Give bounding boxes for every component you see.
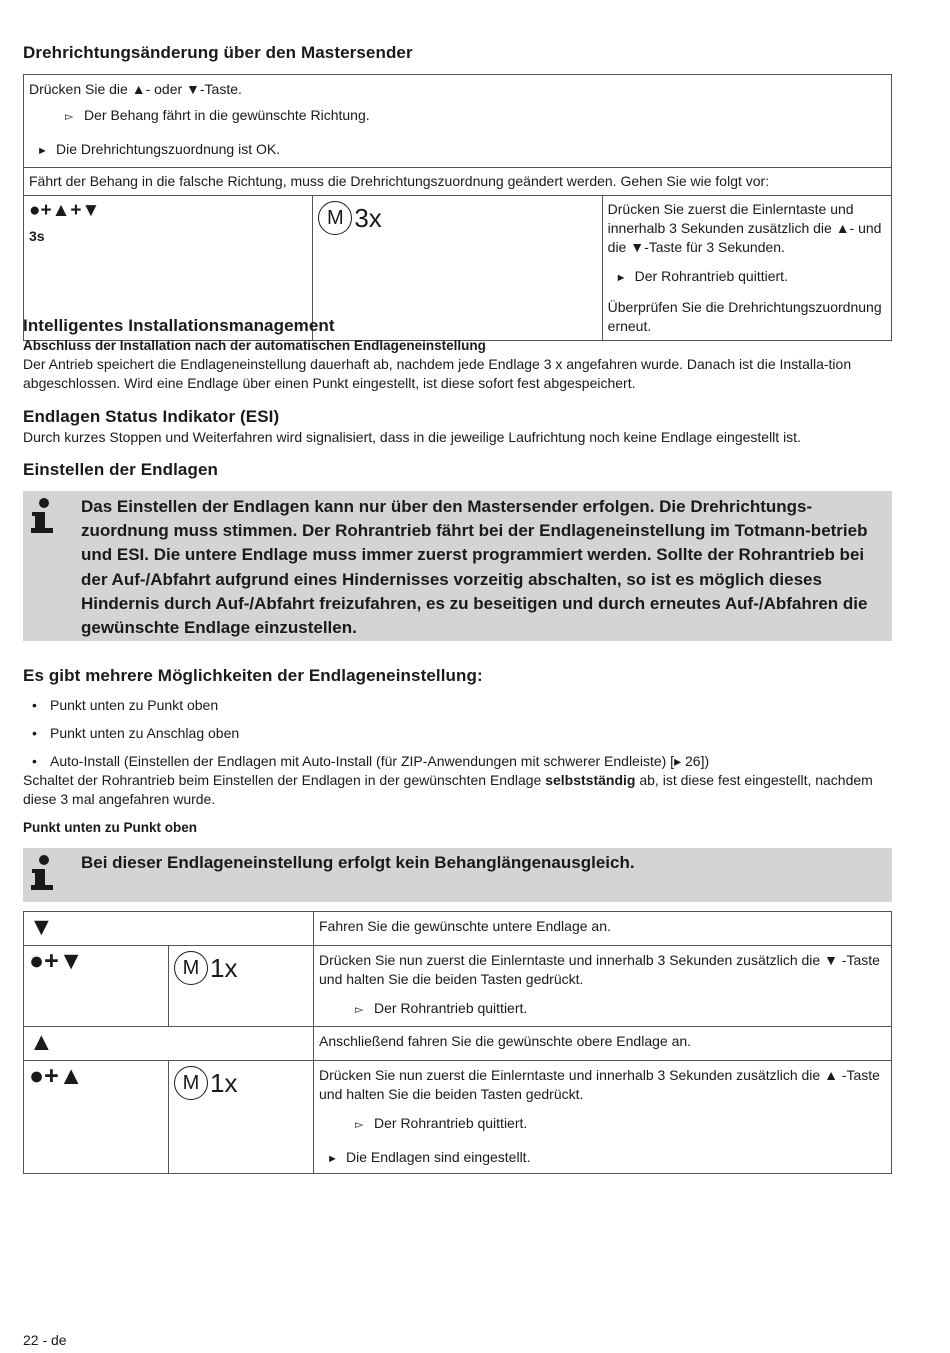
result-marker-icon: ▻	[355, 1004, 364, 1016]
key-combo-learn-up-down: ●+▲+▼	[29, 200, 101, 221]
row-instruction: Drücken Sie nun zuerst die Einlerntaste und innerhalb 3 Sekunden zusätzlich die ▼ -Taste und halten Sie die beiden Tasten gedrückt.	[319, 952, 880, 987]
motor-count: 1x	[210, 953, 238, 983]
final-marker-icon: ►	[37, 145, 48, 157]
motor-feedback-badge	[174, 951, 237, 985]
bullet-icon: •	[32, 753, 37, 769]
table-row	[24, 75, 892, 168]
esi-body: Durch kurzes Stoppen und Weiterfahren wird signalisiert, dass in die jeweilige Laufrichtung noch keine Endlage eingestellt ist.	[23, 429, 801, 445]
row-result	[319, 999, 886, 1020]
list-item	[23, 724, 892, 743]
row-result	[319, 1114, 886, 1135]
table-row	[24, 1061, 892, 1174]
row-result-text: Der Rohrantrieb quittiert.	[374, 1000, 528, 1016]
option-text-link[interactable]: Auto-Install (Einstellen der Endlagen mit Auto-Install (für ZIP-Anwendungen mit schwerer Endleiste) [▸ 26])	[50, 753, 710, 769]
row-final-text: Die Endlagen sind eingestellt.	[346, 1149, 531, 1165]
table-row	[24, 946, 892, 1027]
section-title-direction: Drehrichtungsänderung über den Mastersender	[23, 43, 413, 62]
options-list	[23, 696, 892, 771]
note-text: Das Einstellen der Endlagen kann nur über den Mastersender erfolgen. Die Drehrichtungs-zuordnung muss stimmen. Der Rohrantrieb fährt bei der Endlageneinstellung im Totmann-betrieb und ESI. Die untere Endlage muss immer zuerst programmiert werden. Sollte der Rohrantrieb bei der Auf-/Abfahrt aufgrund eines Hindernisses vorzeitig abschalten, so ist es möglich dieses Hindernis durch Auf-/Abfahrt freizufahren, es zu beseitigen und durch erneutes Auf-/Abfahren die gewünschte Endlage einzustellen.	[81, 497, 868, 638]
step-result	[608, 267, 886, 288]
info-note-endlagen	[23, 491, 892, 641]
installation-body: Der Antrieb speichert die Endlageneinstellung dauerhaft ab, nachdem jede Endlage 3 x angefahren wurde. Danach ist die Installa-tion abgeschlossen. Wird eine Endlage über einen Punkt eingestellt, ist diese sofort fest abgespeichert.	[23, 356, 852, 391]
motor-feedback-badge	[318, 201, 381, 235]
direction-table	[23, 74, 892, 341]
table-row	[24, 912, 892, 946]
motor-feedback-badge	[174, 1066, 237, 1100]
option-text: Punkt unten zu Anschlag oben	[50, 725, 240, 741]
info-note-point-to-point	[23, 848, 892, 902]
motor-count: 1x	[210, 1068, 238, 1098]
row-final	[319, 1148, 886, 1169]
intro-result-text: Der Behang fährt in die gewünschte Richtung.	[84, 107, 370, 123]
body-emphasis: selbstständig	[545, 772, 636, 788]
section-title-options: Es gibt mehrere Möglichkeiten der Endlageneinstellung:	[23, 666, 483, 685]
list-item[interactable]	[23, 752, 892, 771]
section-title-installation: Intelligentes Installationsmanagement	[23, 316, 335, 335]
key-combo-learn-up: ●+▲	[29, 1062, 84, 1090]
section-esi	[23, 406, 892, 447]
step-result-text: Der Rohrantrieb quittiert.	[634, 268, 788, 284]
intro-final	[29, 140, 886, 161]
info-icon	[29, 852, 81, 896]
options-body	[23, 771, 892, 809]
motor-icon: M	[174, 1066, 208, 1100]
motor-icon: M	[318, 201, 352, 235]
section-title-esi: Endlagen Status Indikator (ESI)	[23, 407, 280, 426]
info-icon	[29, 495, 81, 539]
body-text: ab, ist diese fest eingestellt, nachdem diese 3 mal angefahren wurde.	[23, 772, 873, 807]
row-instruction: Drücken Sie nun zuerst die Einlerntaste und innerhalb 3 Sekunden zusätzlich die ▲ -Taste und halten Sie die beiden Tasten gedrückt.	[319, 1067, 880, 1102]
motor-count: 3x	[354, 203, 382, 233]
body-text: Schaltet der Rohrantrieb beim Einstellen der Endlagen in der gewünschten Endlage	[23, 772, 546, 788]
row-instruction: Fahren Sie die gewünschte untere Endlage an.	[319, 918, 611, 934]
intro-result	[29, 106, 886, 127]
intro-instruction: Drücken Sie die ▲- oder ▼-Taste.	[29, 81, 242, 97]
section-options	[23, 665, 892, 809]
step-instruction: Drücken Sie zuerst die Einlerntaste und innerhalb 3 Sekunden zusätzlich die ▲- und die ▼-Taste für 3 Sekunden.	[607, 201, 882, 255]
table-row	[24, 1027, 892, 1061]
hold-duration: 3s	[29, 228, 45, 244]
key-up: ▲	[29, 1028, 54, 1056]
key-combo-learn-down: ●+▼	[29, 947, 84, 975]
subsection-title-installation: Abschluss der Installation nach der automatischen Endlageneinstellung	[23, 338, 486, 353]
step-followup: Überprüfen Sie die Drehrichtungszuordnung erneut.	[607, 299, 882, 334]
final-marker-icon: ►	[615, 272, 627, 284]
bullet-icon: •	[32, 697, 37, 713]
section-installation-management	[23, 315, 892, 393]
result-marker-icon: ▻	[355, 1119, 364, 1131]
page-footer: 22 - de	[23, 1332, 67, 1348]
bullet-icon: •	[32, 725, 37, 741]
result-marker-icon: ▻	[65, 111, 74, 123]
note-text: Bei dieser Endlageneinstellung erfolgt kein Behanglängenausgleich.	[81, 853, 635, 872]
intro-final-text: Die Drehrichtungszuordnung ist OK.	[56, 141, 281, 157]
key-down: ▼	[29, 913, 54, 941]
row-result-text: Der Rohrantrieb quittiert.	[374, 1115, 528, 1131]
endlagen-table	[23, 911, 892, 1174]
list-item	[23, 696, 892, 715]
section-title-endlagen: Einstellen der Endlagen	[23, 460, 219, 479]
row-instruction: Anschließend fahren Sie die gewünschte obere Endlage an.	[319, 1033, 692, 1049]
condition-text: Fährt der Behang in die falsche Richtung, muss die Drehrichtungszuordnung geändert werden. Gehen Sie wie folgt vor:	[29, 173, 770, 189]
subsection-title-point-to-point: Punkt unten zu Punkt oben	[23, 820, 197, 835]
final-marker-icon: ►	[327, 1153, 338, 1165]
option-text: Punkt unten zu Punkt oben	[50, 697, 219, 713]
motor-icon: M	[174, 951, 208, 985]
table-row	[24, 168, 892, 196]
